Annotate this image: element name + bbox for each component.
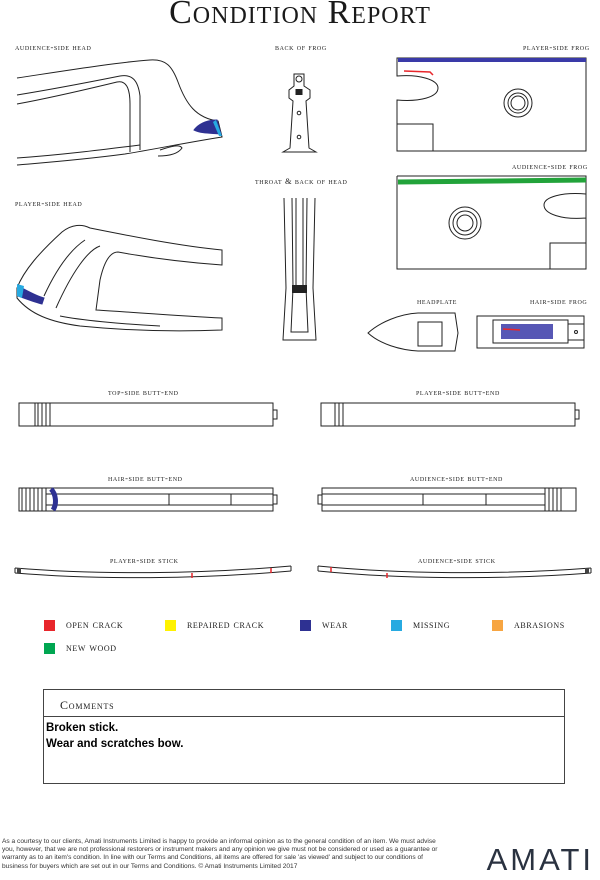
legend-label: open crack bbox=[66, 619, 124, 631]
back-of-frog-drawing bbox=[283, 74, 316, 152]
legend-label: new wood bbox=[66, 642, 117, 654]
legend-abrasions bbox=[492, 618, 565, 632]
label-player-side-frog: player-side frog bbox=[523, 42, 590, 52]
swatch-missing bbox=[391, 620, 402, 631]
label-headplate: headplate bbox=[417, 296, 458, 306]
legend-label: abrasions bbox=[514, 619, 565, 631]
comments-header bbox=[44, 690, 564, 717]
swatch-new-wood bbox=[44, 643, 55, 654]
audience-side-frog-drawing bbox=[397, 176, 586, 269]
audience-side-stick-drawing bbox=[318, 566, 591, 578]
legend-label: wear bbox=[322, 619, 348, 631]
label-player-side-stick: player-side stick bbox=[110, 555, 179, 565]
legend-wear bbox=[300, 618, 348, 632]
top-side-butt-end-drawing bbox=[19, 403, 277, 426]
hair-side-butt-end-drawing bbox=[19, 488, 277, 511]
label-audience-side-stick: audience-side stick bbox=[418, 555, 496, 565]
label-throat-back-of-head: throat & back of head bbox=[255, 176, 348, 186]
label-top-side-butt-end: top-side butt-end bbox=[108, 387, 179, 397]
comment-line: Wear and scratches bow. bbox=[46, 738, 184, 750]
swatch-repaired-crack bbox=[165, 620, 176, 631]
label-back-of-frog: back of frog bbox=[275, 42, 327, 52]
legend-label: missing bbox=[413, 619, 451, 631]
legend-open-crack bbox=[44, 618, 123, 632]
label-player-side-butt-end: player-side butt-end bbox=[416, 387, 500, 397]
player-side-head-drawing bbox=[17, 225, 222, 330]
comments-title: Comments bbox=[60, 698, 115, 712]
legend-repaired-crack bbox=[165, 618, 264, 632]
player-side-frog-drawing bbox=[397, 58, 586, 151]
legend-missing bbox=[391, 618, 450, 632]
audience-side-head-drawing bbox=[17, 60, 222, 165]
comments-box bbox=[43, 689, 565, 784]
audience-side-butt-end-drawing bbox=[318, 488, 576, 511]
swatch-open-crack bbox=[44, 620, 55, 631]
label-hair-side-butt-end: hair-side butt-end bbox=[108, 473, 183, 483]
swatch-abrasions bbox=[492, 620, 503, 631]
disclaimer-text: As a courtesy to our clients, Amati Instruments Limited is happy to provide an informal opinion as to the general condition of an item. We must advise you, however, that we are not professional restorers or instrument makers and any opinion we give must not be considered or used as a guarantee or warranty as to an item's condition. In line with our Terms and Conditions, all items are offered for sale 'as viewed' and subject to our conditions of business for buyers which are set out in our Terms and Conditions. © Amati Instruments Limited 2017 bbox=[2, 838, 438, 870]
hair-side-frog-drawing bbox=[477, 316, 584, 348]
throat-back-of-head-drawing bbox=[283, 198, 316, 340]
comment-line: Broken stick. bbox=[46, 722, 119, 734]
legend-label: repaired crack bbox=[187, 619, 265, 631]
label-hair-side-frog: hair-side frog bbox=[530, 296, 588, 306]
player-side-stick-drawing bbox=[15, 566, 291, 578]
headplate-drawing bbox=[368, 313, 458, 351]
brand-logo: AMATI bbox=[486, 842, 594, 877]
label-audience-side-butt-end: audience-side butt-end bbox=[410, 473, 503, 483]
player-side-butt-end-drawing bbox=[321, 403, 579, 426]
page-title: Condition Report bbox=[169, 0, 431, 31]
label-audience-side-frog: audience-side frog bbox=[512, 161, 588, 171]
label-player-side-head: player-side head bbox=[15, 198, 83, 208]
legend-new-wood bbox=[44, 641, 117, 655]
swatch-wear bbox=[300, 620, 311, 631]
label-audience-side-head: audience-side head bbox=[15, 42, 92, 52]
